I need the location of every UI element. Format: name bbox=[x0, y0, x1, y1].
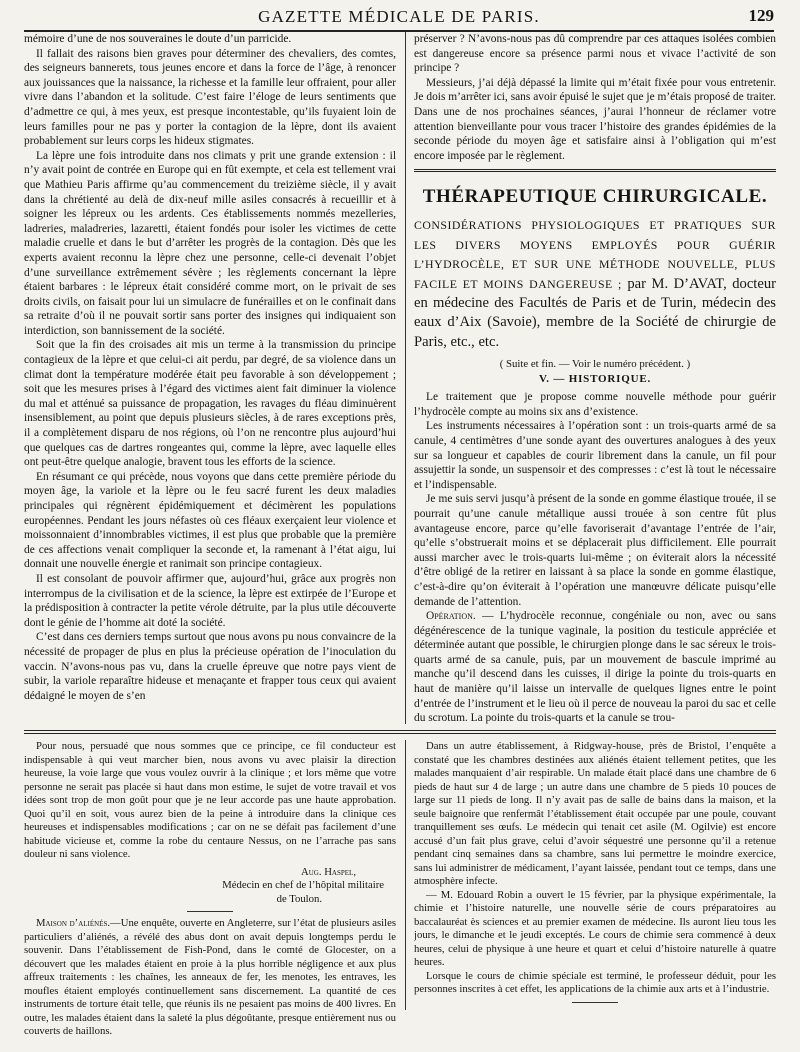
paragraph: mémoire d’une de nos souveraines le doute d’un parricide. bbox=[24, 33, 292, 45]
column-divider bbox=[405, 740, 406, 1010]
paragraph: C’est dans ces derniers temps surtout que nous avons pu nous convaincre de la nécessité de propager de plus en plus la précieuse opération de l’inoculation du vaccin. N’avons-nous pas vu, dans la cruelle épreuve que notre pays vient de subir, la variole reparaître hideuse et menaçante et frapper tous ceux qui avaient dédaigné le moyen de s’en bbox=[24, 631, 396, 702]
section-rule bbox=[414, 169, 776, 172]
end-rule bbox=[572, 1002, 618, 1003]
paragraph: Pour nous, persuadé que nous sommes que ce principe, ce fil conducteur est indispensable à qui veut marcher bien, nous avons vu avec plaisir la direction heureuse, la voie large que vous voulez ouvrir à la clinique ; et lors même que votre personne ne serait pas placée si haut dans mon estime, le sujet de votre travail et vos idées sont trop de mon goût pour que je ne leur accorde pas une haute approbation. Quoi qu’il en soit, vous aurez bien de la peine à introduire dans la clinique ces heureuses et indispensables modifications ; car on ne se défait pas facilement d’une habitude vicieuse et, comme la robe du centaure Nessus, on ne l’arrache pas sans douleur ni sans violence. bbox=[24, 740, 396, 860]
article-heading-caps: CONSIDÉRATIONS PHYSIOLOGIQUES ET PRATIQUES SUR LES DIVERS MOYENS EMPLOYÉS POUR GUÉRIR L’HYDROCÈLE, ET SUR UNE MÉTHODE NOUVELLE, PLUS FACILE ET MOINS DANGEREUSE ; bbox=[414, 218, 776, 291]
paragraph: Le traitement que je propose comme nouvelle méthode pour guérir l’hydrocèle compte au moins six ans d’existence. bbox=[414, 391, 776, 418]
page-number: 129 bbox=[748, 6, 774, 25]
paragraph: Messieurs, j’ai déjà dépassé la limite qui m’était fixée pour vous entretenir. Je dois m’arrêter ici, sans avoir épuisé le sujet que je m’étais proposé de traiter. Dans une de nos prochaines séances, j’aurai l’honneur de réclamer votre attention bienveillante pour vous tracer l’histoire des grandes épidémies de la seconde période du moyen âge et satisfaire ainsi à l’obligation qui m’est encore imposée par le règlement. bbox=[414, 76, 776, 162]
paragraph: Lorsque le cours de chimie spéciale est terminé, le professeur déduit, pour les personnes inscrites à cet effet, les applications de la chimie aux arts et à l’industrie. bbox=[414, 969, 776, 995]
separator-rule bbox=[187, 911, 233, 912]
article-heading bbox=[414, 216, 776, 352]
article-heading-author: par M. D’AVAT, docteur en médecine des Facultés de Paris et de Turin, médecin des eaux d’Aix (Savoie), membre de la Société de chirurgie de Paris, etc., etc. bbox=[414, 275, 776, 350]
operation-text: — L’hydrocèle reconnue, congéniale ou non, avec ou sans dégénérescence de la tunique vaginale, la position du testicule appréciée et déterminée autant que possible, le chirurgien plonge dans le sac séreux le trois-quarts armé de sa canule, puis, par un mouvement de bascule imprimé au manche qu’il descend dans les cuisses, il dirige la pointe du trois-quarts en haut de manière qu’il laisse un intervalle de quelques lignes entre le point d’entrée de l’instrument et le lieu où il perce de nouveau la paroi du sac et celle du scrotum. La pointe du trois-quarts et la canule se trou- bbox=[414, 610, 776, 724]
signature-block bbox=[24, 866, 396, 907]
subsection-title: V. — HISTORIQUE. bbox=[538, 373, 652, 386]
signature-name: Aug. Haspel, bbox=[301, 865, 356, 878]
continuation-note: ( Suite et fin. — Voir le numéro précédent. ) bbox=[499, 358, 691, 371]
journal-title: GAZETTE MÉDICALE DE PARIS. bbox=[258, 7, 540, 26]
paragraph bbox=[414, 609, 776, 724]
news-text: —Une enquête, ouverte en Angleterre, sur l’état de plusieurs asiles particuliers d’aliénés, a révélé des abus dont on avait depuis longtemps perdu le souvenir. Dans l’établissement de Fish-Pond, dans le comté de Glocester, on a découvert que les malades étaient en proie à la plus horrible négligence et aux plus affreux traitements : les chaînes, les anneaux de fer, les menotes, les entraves, les moufles étaient employés continuellement sans discernement. La quantité de ces instruments de torture était telle, que réunis ils ne pesaient pas moins de 400 livres. En outre, les malades étaient dans la saleté la plus dégoûtante, presque entièrement nus ou couverts de haillons. bbox=[24, 917, 396, 1037]
news-lead: Maison d’aliénés. bbox=[36, 917, 111, 929]
page-divider bbox=[24, 730, 776, 734]
paragraph: Il fallait des raisons bien graves pour déterminer des chevaliers, des comtes, des seigneurs bannerets, tous jeunes encore et dans la force de l’âge, à renoncer aux jouissances que la naissance, la richesse et la famille leur offraient, pour aller vivre dans l’abandon et la solitude. C’est faire l’éloge de leurs sentiments que d’admettre ce qui, à mes yeux, est presque incontestable, qu’ils fuyaient loin de leurs familles pour ne pas y porter la contagion de la lèpre, dont ils avaient probablement sur leurs corps les hideux stigmates. bbox=[24, 47, 396, 148]
column-top-right bbox=[414, 32, 776, 724]
column-divider bbox=[405, 32, 406, 724]
column-top-left bbox=[24, 32, 396, 724]
paragraph: Dans un autre établissement, à Ridgway-house, près de Bristol, l’enquête a constaté que les chambres destinées aux aliénés étaient tellement petites, que les malades manquaient d’air respirable. Un malade était placé dans une chambre de 6 pieds de haut sur 4 de large ; un autre dans une chambre de 5 pieds 10 pouces de large sur 11 pieds de long. Il n’y avait pas de salle de bains dans la maison, et la seule baignoire que renfermât l’établissement était occupée par une poule, couvant tranquillement ses œufs. Le médecin qui tenait cet asile (M. Ogilvie) est encore accusé d’un fait plus grave, celui d’avoir séquestré une personne qu’il a retenue pendant cinq semaines dans sa chambre, sans lui permettre le moindre exercice, sans lui administrer de médicament, l’ayant laissée, pendant tout ce temps, dans une atmosphère infecte. bbox=[414, 740, 776, 887]
signature-place: de Toulon. bbox=[276, 892, 322, 905]
paragraph: — M. Edouard Robin a ouvert le 15 février, par la physique expérimentale, la chimie et l’histoire naturelle, une nouvelle série de cours préparatoires au baccalauréat ès sciences et au premier examen de médecine. Ils auront lieu tous les jours, le dimanche et le jeudi exceptés. Le cours de chimie sera commencé à deux heures, celui de physique à une heure et quart et celui d’histoire naturelle à quatre heures. bbox=[414, 888, 776, 968]
paragraph: En résumant ce qui précède, nous voyons que dans cette première période du moyen âge, la variole et la lèpre ou le feu sacré furent les deux maladies principales qui régnèrent épidémiquement et décimèrent les populations européennes. Pendant les jours néfastes où ces fléaux exerçaient leur violence et moissonnaient d’innombrables victimes, il est plus que probable que la première de ces affections venait compliquer la seconde et, la ramenant à l’état aigu, lui donnait une nouvelle énergie et ranimait son principe contagieux. bbox=[24, 470, 396, 571]
paragraph: Les instruments nécessaires à l’opération sont : un trois-quarts armé de sa canule, 4 centimètres d’une sonde ayant des ouvertures analogues à des yeux sur sa longueur et capables de courir librement dans la canule, un fil pour assujettir la sonde, un suspensoir et des compresses : c’est là tout le nécessaire et l’indispensable. bbox=[414, 420, 776, 491]
column-bottom-left bbox=[24, 740, 396, 1040]
section-title: THÉRAPEUTIQUE CHIRURGICALE. bbox=[422, 186, 768, 208]
news-item bbox=[24, 917, 396, 1039]
paragraph: préserver ? N’avons-nous pas dû comprendre par ces attaques isolées combien est dangereuse encore sa présence parmi nous et vivace l’activité de son principe ? bbox=[414, 33, 776, 75]
column-bottom-right bbox=[414, 740, 776, 1040]
paragraph: Je me suis servi jusqu’à présent de la sonde en gomme élastique trouée, il se pourrait qu’une canule métallique aussi trouée à son centre fût plus avantageuse encore, parce qu’elle favoriserait d’avantage l’entrée de l’air, qu’elle s’obstruerait moins et se déplacerait plus difficilement. Elle pourrait aussi marcher avec le trois-quarts lui-même ; on éviterait alors la nécessité d’être obligé de la retirer en laissant à sa place la sonde en gomme élastique, c’est-à-dire qu’on éviterait à l’opération une manœuvre délicate puisqu’elle demande de l’attention. bbox=[414, 493, 776, 608]
page-header bbox=[24, 4, 774, 32]
signature-role: Médecin en chef de l’hôpital militaire bbox=[222, 879, 384, 891]
paragraph: La lèpre une fois introduite dans nos climats y prit une grande extension : il n’y avait point de contrée en Europe qui en fût exempte, et cela est tellement vrai que Mathieu Paris affirme qu’au commencement du treizième siècle, il y avait dans la chrétienté au delà de dix-neuf mille asiles consacrés à recueillir et à soigner les lépreux ou les ardents. Ces établissements nommés mezelleries, ladreries, maladreries, lazaretti, étaient fondés pour isoler les victimes de cette maladie cruelle et dans le but d’arrêter les progrès de la contagion. Dès que les experts avaient reconnu la lèpre chez une personne, celle-ci devenait l’objet d’une surveillance extrêmement sévère ; les règlements concernant la lèpre étaient barbares : le lépreux était considéré comme mort, on le privait de ses droits civils, on faisait pour lui un simulacre de funérailles et on le confinait dans sa retraite d’où il ne pouvait sortir sans porter des insignes qui indiquaient son interdiction, son bannissement de la société. bbox=[24, 149, 396, 337]
operation-lead: Opération. bbox=[426, 610, 476, 623]
paragraph: Soit que la fin des croisades ait mis un terme à la transmission du principe contagieux de la lèpre et que celui-ci ait perdu, par degré, de sa violence dans un climat dont la température modérée était peu favorable à son développement ; soit que les mesures prises à l’égard des victimes aient fait diminuer la violence du mal et atténué sa puissance de propagation, les ravages du fléau diminuèrent insensiblement, au point que depuis plusieurs siècles, à de rares exceptions près, il a complètement disparu de nos régions, où l’on ne rencontre plus aujourd’hui que quelques cas de dartres rongeantes qui, comme la lèpre, avec laquelle elles ont peut-être quelque analogie, bravent tous les efforts de la science. bbox=[24, 339, 396, 469]
paragraph: Il est consolant de pouvoir affirmer que, aujourd’hui, grâce aux progrès non interrompus de la civilisation et de la science, la lèpre est extirpée de l’Europe et la prédisposition à contracter la petite vérole détruite, par la plus utile découverte dont le génie de l’homme ait doté la société. bbox=[24, 572, 396, 629]
